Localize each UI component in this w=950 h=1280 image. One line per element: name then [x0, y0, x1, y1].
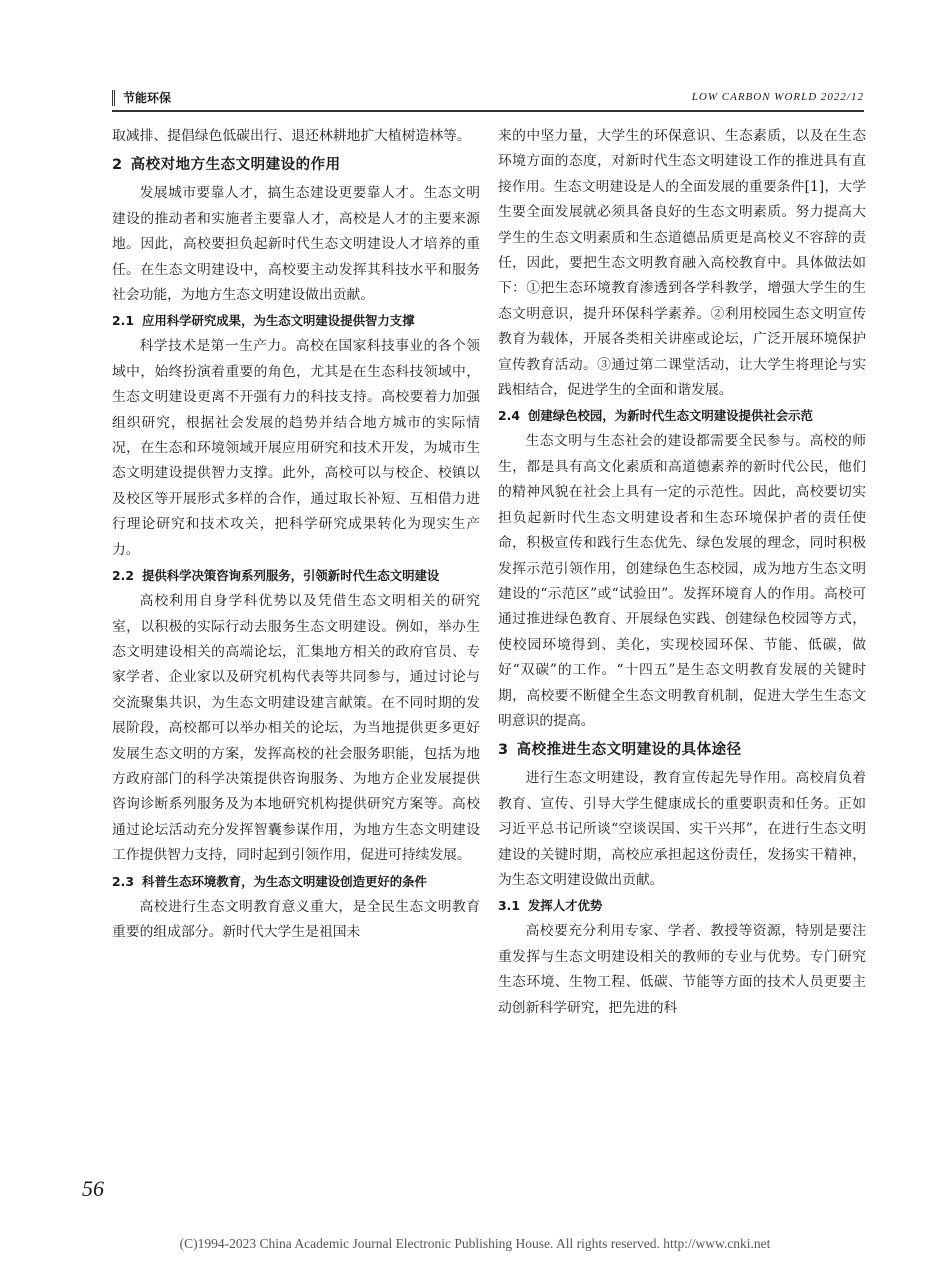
section-heading-3	[498, 737, 866, 764]
paragraph: 进行生态文明建设，教育宣传起先导作用。高校肩负着教育、宣传、引导大学生健康成长的重要职责和任务。正如习近平总书记所谈“空谈误国、实干兴邦”，在进行生态文明建设的关键时期，高校应承担起这份责任，发扬实干精神，为生态文明建设做出贡献。	[498, 770, 866, 888]
section-title: 高校对地方生态文明建设的作用	[130, 157, 341, 174]
paragraph: 高校利用自身学科优势以及凭借生态文明相关的研究室，以积极的实际行动去服务生态文明建设。例如，举办生态文明建设相关的高端论坛，汇集地方相关的政府官员、专家学者、企业家以及研究机构代表等共同参与，通过讨论与交流聚集共识，为生态文明建设建言献策。在不同时期的发展阶段，高校都可以举办相关的论坛，为当地提供更多更好发展生态文明的方案，发挥高校的社会服务职能，包括为地方政府部门的科学决策提供咨询服务、为地方企业发展提供咨询诊断系列服务及为本地研究机构提供研究方案等。高校通过论坛活动充分发挥智囊参谋作用，为地方生态文明建设工作提供智力支持，同时起到引领作用，促进可持续发展。	[112, 593, 480, 864]
section-heading-2-1	[112, 309, 480, 333]
journal-issue: LOW CARBON WORLD 2022/12	[691, 91, 864, 103]
paragraph: 高校进行生态文明教育意义重大，是全民生态文明教育重要的组成部分。新时代大学生是祖国未	[112, 898, 480, 940]
section-title: 发挥人才优势	[527, 898, 603, 914]
running-header	[112, 88, 864, 112]
section-title: 科普生态环境教育，为生态文明建设创造更好的条件	[141, 873, 427, 889]
left-column	[112, 124, 480, 1144]
journal-section-name: 节能环保	[112, 90, 171, 106]
paragraph: 取减排、提倡绿色低碳出行、退还林耕地扩大植树造林等。	[112, 128, 471, 144]
paragraph: 高校要充分利用专家、学者、教授等资源，特别是要注重发挥与生态文明建设相关的教师的专业与优势。专门研究生态环境、生物工程、低碳、节能等方面的技术人员更要主动创新科学研究，把先进的科	[498, 923, 866, 1016]
section-title: 创建绿色校园，为新时代生态文明建设提供社会示范	[527, 408, 813, 424]
section-heading-2-2	[112, 564, 480, 588]
section-heading-2-3	[112, 870, 480, 894]
section-heading-2-4	[498, 404, 866, 428]
section-number: 3.1	[498, 898, 520, 914]
right-column	[498, 124, 866, 1144]
copyright-footer: (C)1994-2023 China Academic Journal Electronic Publishing House. All rights reserved. http://www.cnki.net	[179, 1236, 771, 1251]
section-number: 3	[498, 742, 509, 759]
section-number: 2.2	[112, 568, 134, 584]
paragraph: 发展城市要靠人才，搞生态建设更要靠人才。生态文明建设的推动者和实施者主要靠人才，高校是人才的主要来源地。因此，高校要担负起新时代生态文明建设人才培养的重任。在生态文明建设中，高校要主动发挥其科技水平和服务社会功能，为地方生态文明建设做出贡献。	[112, 185, 480, 304]
section-title: 提供科学决策咨询系列服务，引领新时代生态文明建设	[141, 568, 440, 584]
paragraph: 生态文明与生态社会的建设都需要全民参与。高校的师生，都是具有高文化素质和高道德素养的新时代公民，他们的精神风貌在社会上具有一定的示范性。因此，高校要切实担负起新时代生态文明建设者和生态环境保护者的责任使命，积极宣传和践行生态优先、绿色发展的理念，同时积极发挥示范引领作用，创建绿色生态校园，成为地方生态文明建设的“示范区”或“试验田”。发挥环境育人的作用。高校可通过推进绿色教育、开展绿色实践、创建绿色校园等方式，使校园环境得到、美化，实现校园环保、节能、低碳，做好“双碳”的工作。“十四五”是生态文明教育发展的关键时期，高校要不断健全生态文明教育机制，促进大学生生态文明意识的提高。	[498, 433, 866, 729]
section-number: 2.1	[112, 313, 134, 329]
section-number: 2.4	[498, 408, 520, 424]
section-title: 高校推进生态文明建设的具体途径	[516, 742, 742, 759]
section-number: 2.3	[112, 873, 134, 889]
section-heading-3-1	[498, 894, 866, 918]
section-title: 应用科学研究成果，为生态文明建设提供智力支撑	[141, 313, 415, 329]
paragraph: 科学技术是第一生产力。高校在国家科技事业的各个领域中，始终扮演着重要的角色，尤其是在生态科技领域中，生态文明建设更离不开强有力的科技支持。高校要着力加强组织研究，根据社会发展的趋势并结合地方城市的实际情况，在生态和环境领域开展应用研究和技术开发，为城市生态文明建设提供智力支撑。此外，高校可以与校企、校镇以及校区等开展形式多样的合作，通过取长补短、互相借力进行理论研究和技术攻关，把科学研究成果转化为现实生产力。	[112, 338, 480, 558]
section-heading-2	[112, 152, 480, 179]
page-number: 56	[82, 1176, 104, 1201]
section-number: 2	[112, 157, 123, 174]
paragraph: 来的中坚力量，大学生的环保意识、生态素质，以及在生态环境方面的态度，对新时代生态文明建设工作的推进具有直接作用。生态文明建设是人的全面发展的重要条件[1]，大学生要全面发展就必须具备良好的生态文明素质。努力提高大学生的生态文明素质和生态道德品质更是高校义不容辞的责任，因此，要把生态文明教育融入高校教育中。具体做法如下：①把生态环境教育渗透到各学科教学，增强大学生的生态文明意识，提升环保科学素养。②利用校园生态文明宣传教育为载体，开展各类相关讲座或论坛，广泛开展环境保护宣传教育活动。③通过第二课堂活动，让大学生将理论与实践相结合，促进学生的全面和谐发展。	[498, 128, 866, 399]
